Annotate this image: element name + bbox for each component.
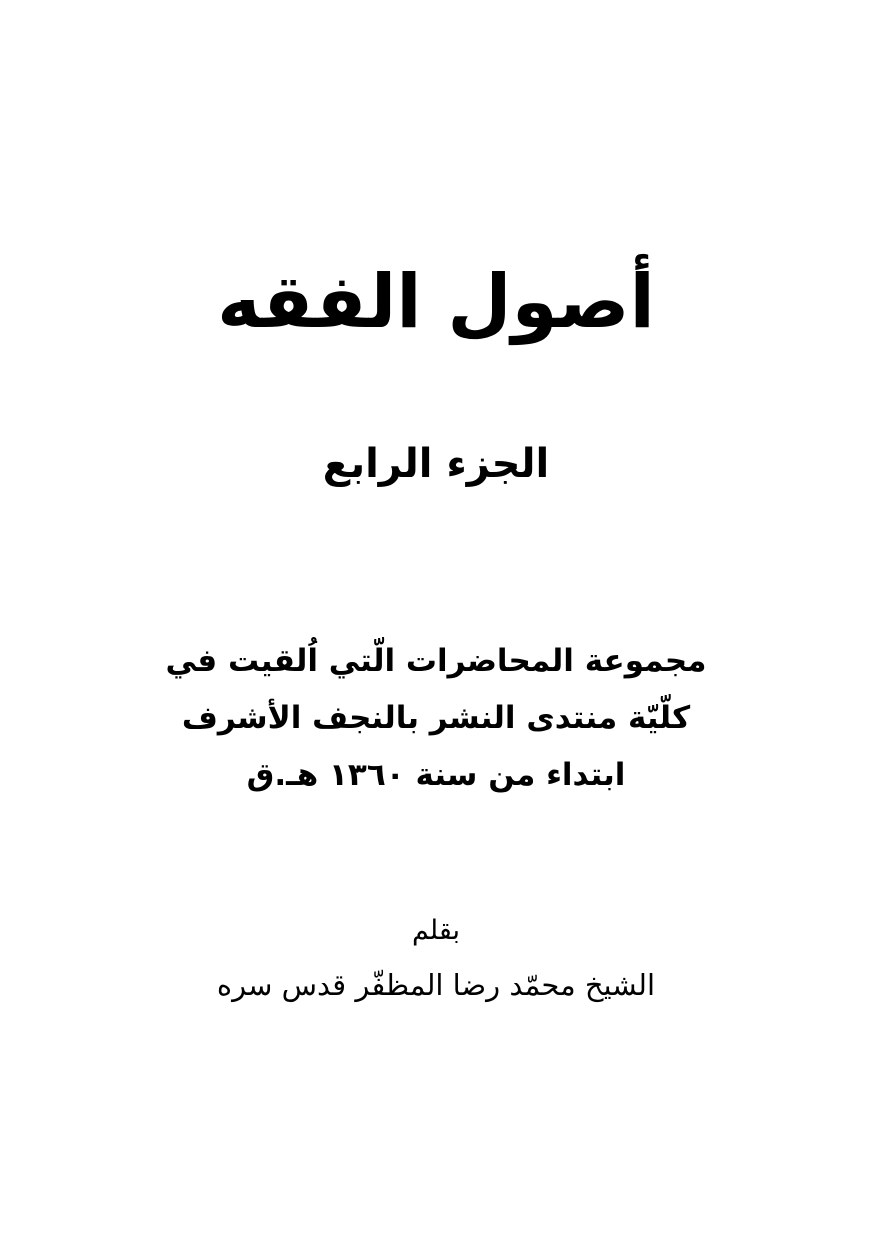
byline-label: بقلم — [411, 915, 461, 946]
author-name: الشيخ محمّد رضا المظفّر قدس سره — [216, 968, 656, 1002]
description-line-1: مجموعة المحاضرات الّتي اُلقيت في — [165, 643, 707, 679]
book-title: أصول الفقه — [217, 259, 655, 345]
volume-label: الجزء الرابع — [322, 441, 550, 487]
description-line-2: كلّيّة منتدى النشر بالنجف الأشرف — [181, 700, 691, 736]
description-line-3: ابتداء من سنة ١٣٦٠ هـ.ق — [246, 757, 626, 793]
